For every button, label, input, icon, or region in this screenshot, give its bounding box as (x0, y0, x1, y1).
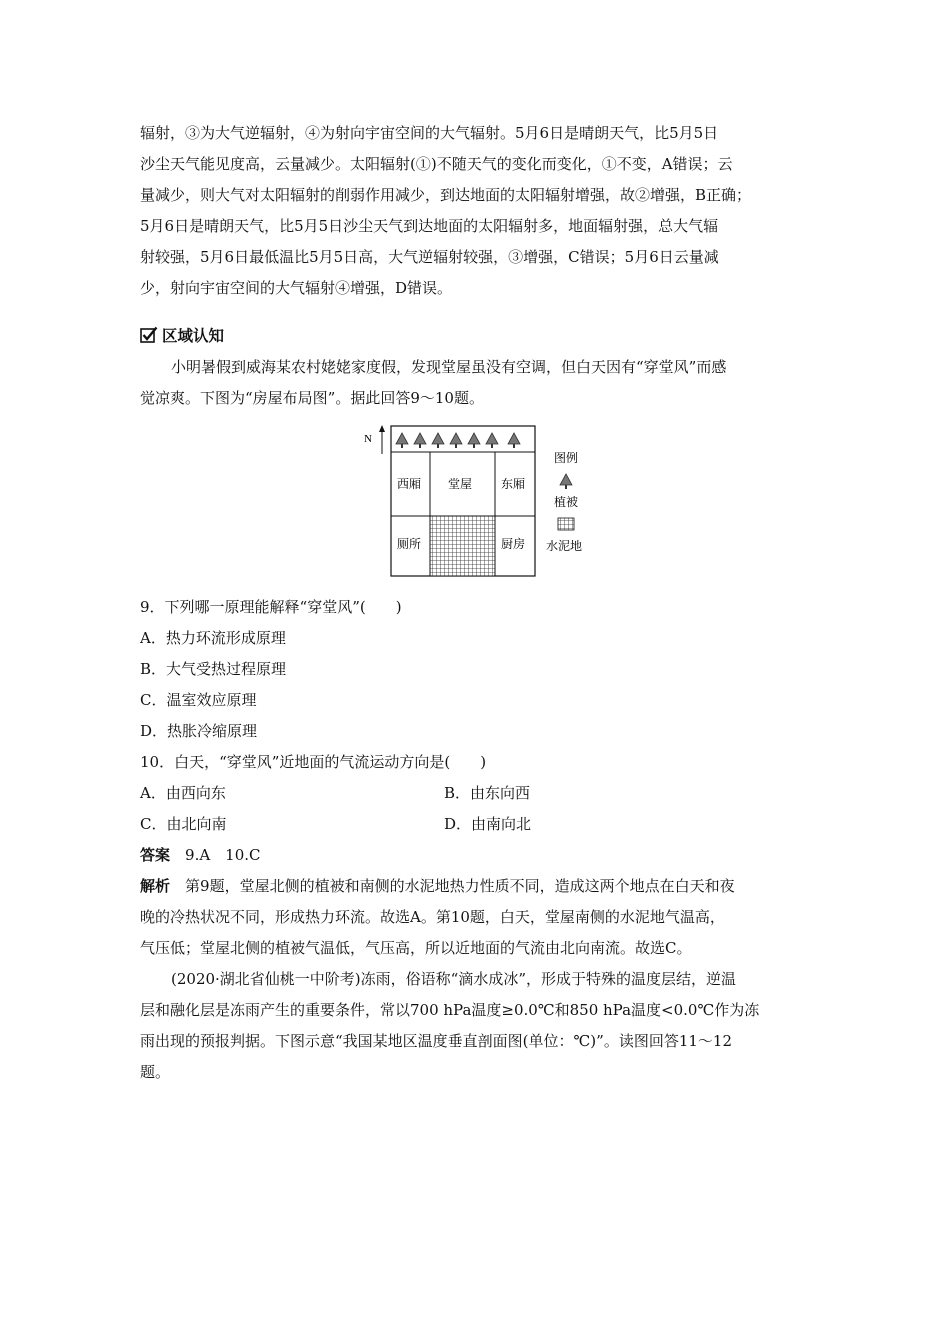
house-layout-figure (140, 424, 812, 584)
legend-vegetation: 植被 (554, 495, 579, 509)
paragraph-line: 气压低；堂屋北侧的植被气温低，气压高，所以近地面的气流由北向南流。故选C。 (140, 939, 692, 957)
concrete-area (430, 516, 495, 576)
concrete-icon (558, 518, 574, 530)
option: A．热力环流形成原理 (140, 629, 286, 647)
room-toilet: 厕所 (397, 537, 422, 551)
question-stem: 10．白天，“穿堂风”近地面的气流运动方向是( ) (140, 753, 487, 771)
option: C．由北向南 (140, 815, 227, 833)
tree-icon (486, 433, 498, 448)
paragraph-line: 量减少，则大气对太阳辐射的削弱作用减少，到达地面的太阳辐射增强，故②增强，B正确； (140, 186, 752, 204)
tree-icon (414, 433, 426, 448)
paragraph-line: 第9题，堂屋北侧的植被和南侧的水泥地热力性质不同，造成这两个地点在白天和夜 (185, 877, 735, 895)
room-west: 西厢 (397, 477, 422, 491)
paragraph-line: 晚的冷热状况不同，形成热力环流。故选A。第10题，白天，堂屋南侧的水泥地气温高， (140, 908, 725, 926)
intro-paragraph (140, 352, 812, 414)
paragraph-line: 题。 (140, 1063, 171, 1081)
house-layout-diagram (140, 424, 812, 584)
room-hall: 堂屋 (448, 477, 473, 491)
north-arrow (364, 425, 385, 454)
next-intro-paragraph (140, 964, 812, 1088)
answer-line (140, 840, 812, 871)
paragraph-line: 沙尘天气能见度高，云量减少。太阳辐射(①)不随天气的变化而变化，①不变，A错误；云 (140, 155, 733, 173)
tree-icon (450, 433, 462, 448)
legend-concrete: 水泥地 (546, 539, 583, 553)
top-paragraph (140, 118, 812, 304)
option: B．大气受热过程原理 (140, 660, 287, 678)
analysis-paragraph (140, 871, 812, 964)
room-east: 东厢 (501, 477, 526, 491)
legend-title: 图例 (554, 451, 579, 465)
paragraph-line: 5月6日是晴朗天气，比5月5日沙尘天气到达地面的太阳辐射多，地面辐射强，总大气辐 (140, 217, 719, 235)
tree-icon (396, 433, 408, 448)
option: D．热胀冷缩原理 (140, 722, 258, 740)
legend (546, 450, 582, 553)
option: C．温室效应原理 (140, 691, 257, 709)
question-9 (140, 592, 812, 747)
vegetation-row (396, 433, 520, 448)
paragraph-line: 小明暑假到威海某农村姥姥家度假，发现堂屋虽没有空调，但白天因有“穿堂风”而感 (171, 358, 727, 376)
tree-icon (508, 433, 520, 448)
room-kitchen: 厨房 (501, 537, 526, 551)
tree-icon (432, 433, 444, 448)
answer-value: 9.A 10.C (185, 846, 261, 864)
analysis-label: 解析 (140, 877, 171, 895)
paragraph-line: 辐射，③为大气逆辐射，④为射向宇宙空间的大气辐射。5月6日是晴朗天气，比5月5日 (140, 124, 719, 142)
document-page (140, 118, 812, 1088)
paragraph-line: 射较强，5月6日最低温比5月5日高，大气逆辐射较强，③增强，C错误；5月6日云量减 (140, 248, 719, 266)
paragraph-line: (2020·湖北省仙桃一中阶考)冻雨，俗语称“滴水成冰”，形成于特殊的温度层结，逆温 (171, 970, 736, 988)
answer-label: 答案 (140, 846, 171, 864)
paragraph-line: 少，射向宇宙空间的大气辐射④增强，D错误。 (140, 279, 453, 297)
section-heading (140, 318, 812, 352)
paragraph-line: 雨出现的预报判据。下图示意“我国某地区温度垂直剖面图(单位：℃)”。读图回答11～12 (140, 1032, 732, 1050)
question-10 (140, 747, 812, 840)
paragraph-line: 层和融化层是冻雨产生的重要条件，常以700 hPa温度≥0.0℃和850 hPa温度<0.0℃作为冻 (140, 1001, 760, 1019)
paragraph-line: 觉凉爽。下图为“房屋布局图”。据此回答9～10题。 (140, 389, 484, 407)
section-title: 区域认知 (162, 327, 225, 345)
option: B．由东向西 (444, 784, 531, 802)
vegetation-icon (560, 474, 572, 489)
tree-icon (468, 433, 480, 448)
question-stem: 9．下列哪一原理能解释“穿堂风”( ) (140, 598, 402, 616)
option: A．由西向东 (140, 784, 226, 802)
checkbox-icon (140, 326, 158, 344)
north-label: N (364, 433, 372, 445)
option: D．由南向北 (444, 815, 532, 833)
